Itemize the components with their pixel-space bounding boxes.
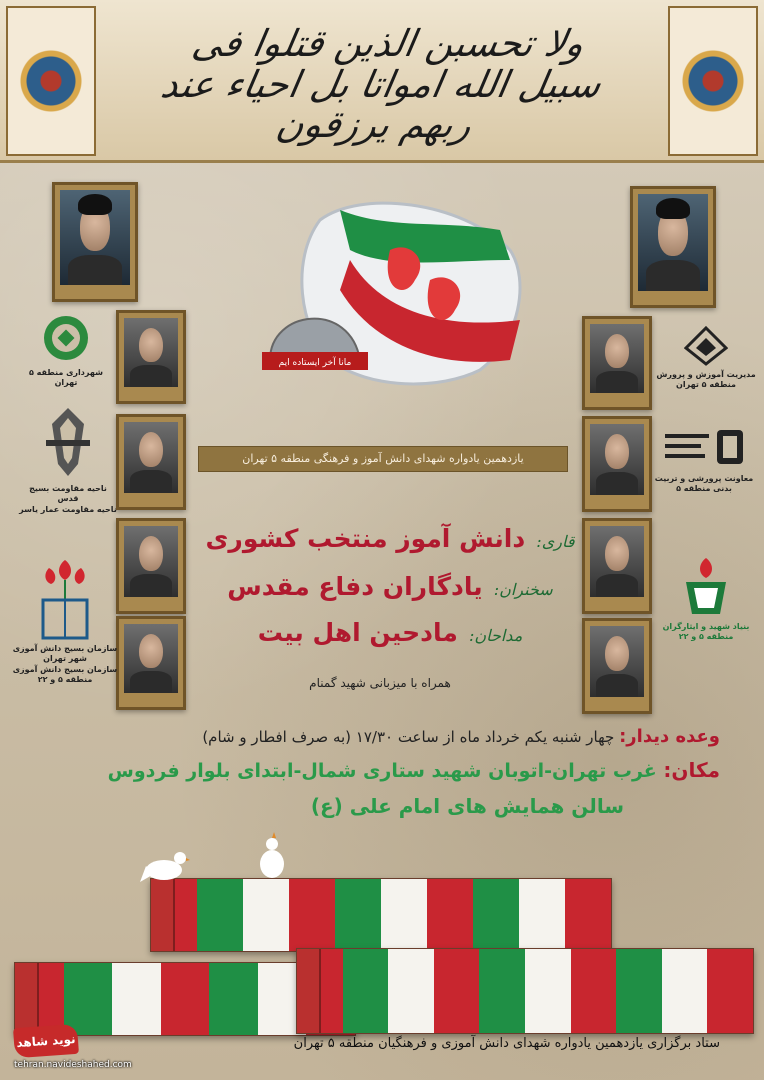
martyr-portrait xyxy=(116,616,186,710)
ornament-icon xyxy=(16,26,86,136)
martyr-portrait xyxy=(582,416,652,512)
basij-emblem-icon xyxy=(38,404,98,480)
martyr-portrait xyxy=(582,618,652,714)
logo-basij-quds: ناحیه مقاومت بسیج قدس ناحیه مقاومت عمار یاسر xyxy=(18,404,118,515)
cultural-logo-icon xyxy=(659,426,749,470)
tile-ornament-left xyxy=(6,6,96,156)
martyr-portrait xyxy=(116,414,186,510)
appointment-line: وعده دیدار: چهار شنبه یکم خرداد ماه از ساعت ۱۷/۳۰ (به صرف افطار و شام) xyxy=(202,726,720,747)
quran-verse: ولا تحسبن الذین قتلوا فی سبیل الله امواتا بل احیاء عند ربهم یرزقون xyxy=(157,22,605,147)
martyr-portrait xyxy=(582,518,652,614)
unknown-martyr-line: همراه با میزبانی شهید گمنام xyxy=(309,676,451,690)
tulip-book-icon xyxy=(35,556,95,640)
watermark xyxy=(8,1026,208,1076)
martyr-foundation-icon xyxy=(676,554,736,618)
logo-cultural: معاونت پرورشی و تربیت بدنی منطقه ۵ xyxy=(650,426,758,495)
education-logo-icon xyxy=(684,326,728,366)
coffin-top xyxy=(150,878,612,952)
logo-basij-students: سازمان بسیج دانش آموزی شهر تهران سازمان بسیج دانش آموزی منطقه ۵ و ۲۲ xyxy=(10,556,120,686)
coffin-right xyxy=(296,948,754,1034)
logo-martyr-foundation: بنیاد شهید و ایثارگران منطقه ۵ و ۲۲ xyxy=(654,554,758,643)
dove-icon xyxy=(140,842,190,886)
municipality-logo-icon xyxy=(40,312,92,364)
portrait-leader-left xyxy=(52,182,138,302)
location-line: مکان: غرب تهران-اتوبان شهید ستاری شمال-ابتدای بلوار فردوس xyxy=(107,758,720,782)
location-hall: سالن همایش های امام علی (ع) xyxy=(310,794,624,818)
tile-ornament-right xyxy=(668,6,758,156)
event-subtitle: یازدهمین یادواره شهدای دانش آموز و فرهنگی منطقه ۵ تهران xyxy=(198,446,568,472)
logo-municipality: شهرداری منطقه ۵ تهران xyxy=(18,312,114,389)
program-speaker: سخنران: یادگاران دفاع مقدس xyxy=(227,572,553,601)
martyr-portrait xyxy=(582,316,652,410)
martyr-portrait xyxy=(116,310,186,404)
watermark-logo: نوید شاهد xyxy=(13,1024,79,1058)
organizer-footer: ستاد برگزاری یازدهمین یادواره شهدای دانش آموزی و فرهنگیان منطقه ۵ تهران xyxy=(293,1036,720,1051)
program-reciter: قاری: دانش آموز منتخب کشوری xyxy=(205,524,575,553)
emblem-illustration xyxy=(240,190,540,420)
portrait-leader-right xyxy=(630,186,716,308)
dove-icon xyxy=(250,832,294,880)
martyr-portrait xyxy=(116,518,186,614)
helmet-band-text: مانا آخر ایستاده ایم xyxy=(278,358,352,368)
program-eulogists: مداحان: مادحین اهل بیت xyxy=(257,618,523,647)
watermark-url: tehran.navideshahed.com xyxy=(14,1060,132,1070)
top-banner xyxy=(0,0,764,163)
ornament-icon xyxy=(678,26,748,136)
logo-education: مدیریت آموزش و پرورش منطقه ۵ تهران xyxy=(656,326,756,391)
